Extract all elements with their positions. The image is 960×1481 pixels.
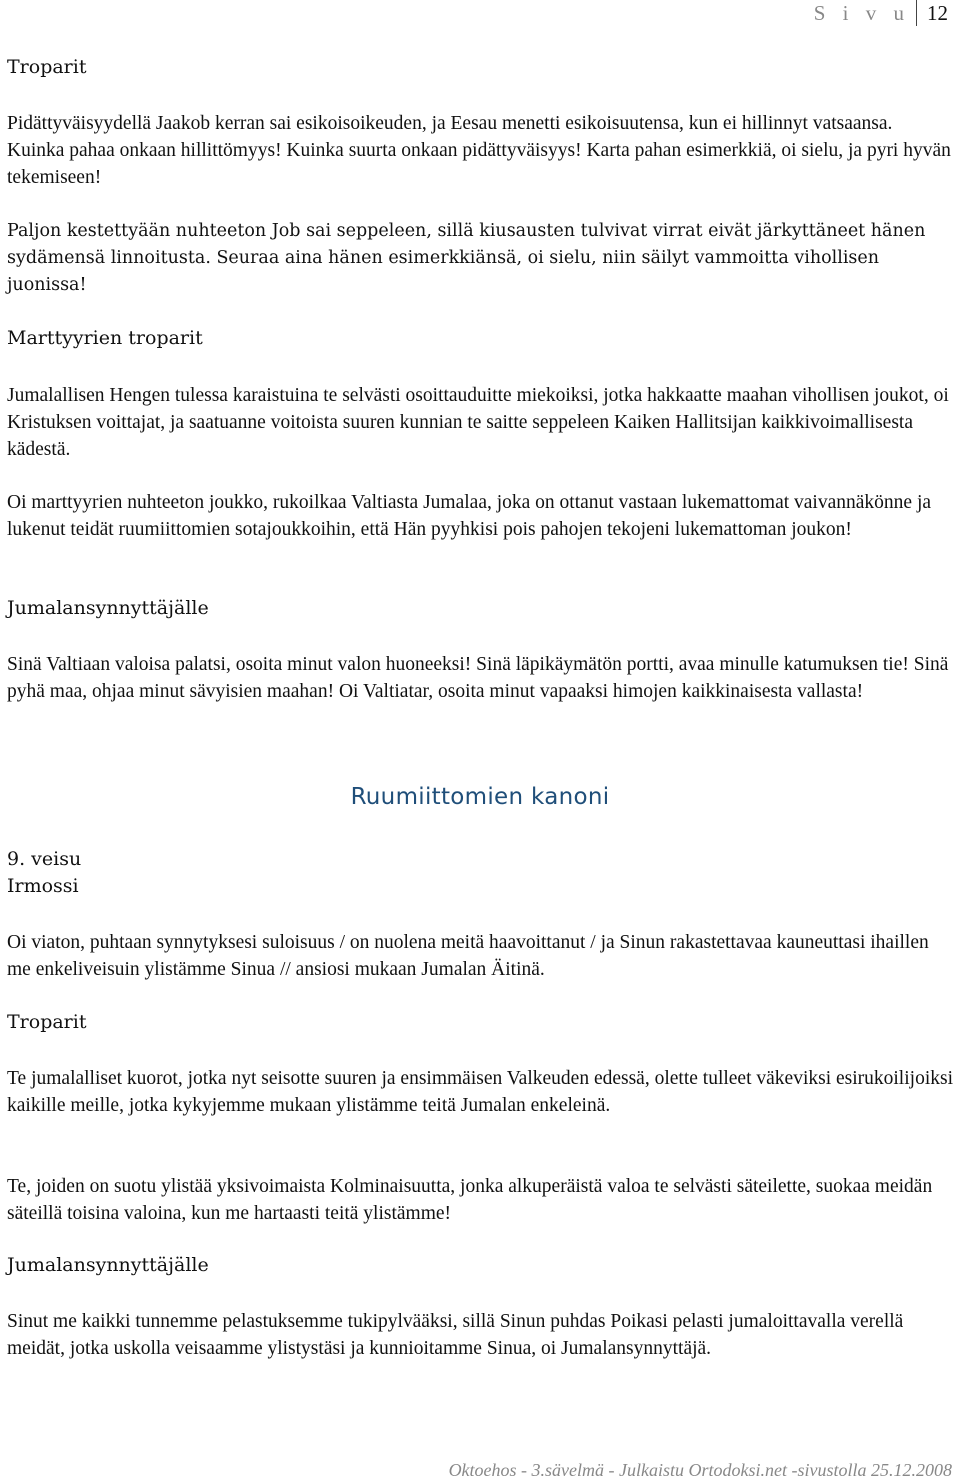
- heading-jumalansynnyttajalle: Jumalansynnyttäjälle: [7, 597, 209, 619]
- heading-jumalansynnyttajalle: Jumalansynnyttäjälle: [7, 1254, 209, 1276]
- heading-irmossi: Irmossi: [7, 875, 79, 897]
- page-header: [814, 0, 952, 26]
- paragraph: Oi viaton, puhtaan synnytyksesi suloisuus / on nuolena meitä haavoittanut / ja Sinun rakastettavaa kauneuttasi ihaillen me enkeliveisuin ylistämme Sinua // ansiosi mukaan Jumalan Äitinä.: [7, 932, 929, 980]
- heading-9-veisu: 9. veisu: [7, 848, 82, 870]
- page-footer: Oktoehos - 3.sävelmä - Julkaistu Ortodoksi.net -sivustolla 25.12.2008: [448, 1460, 952, 1480]
- heading-marttyyrien-troparit: Marttyyrien troparit: [7, 327, 203, 349]
- page-label: S i v u: [813, 1, 910, 25]
- paragraph: Te, joiden on suotu ylistää yksivoimaista Kolminaisuutta, jonka alkuperäistä valoa te selvästi säteilette, suokaa meidän säteillä toisina valoina, kun me hartaasti teitä ylistämme!: [7, 1176, 933, 1224]
- paragraph: Sinä Valtiaan valoisa palatsi, osoita minut valon huoneeksi! Sinä läpikäymätön portti, avaa minulle katumuksen tie! Sinä pyhä maa, ohjaa minut sävyisien maahan! Oi Valtiatar, osoita minut vapaaksi himojen kaikkinaisesta vallasta!: [7, 654, 949, 702]
- paragraph: Te jumalalliset kuorot, jotka nyt seisotte suuren ja ensimmäisen Valkeuden edessä, olette tulleet väkeviksi esirukoilijoiksi kaikille meille, jotka kykyjemme mukaan ylistämme teitä Jumalan enkeleinä.: [7, 1068, 953, 1116]
- paragraph: Jumalallisen Hengen tulessa karaistuina te selvästi osoittauduitte miekoiksi, jotka hakkaatte maahan vihollisen joukot, oi Kristuksen voittajat, ja saatuanne voitoista suuren kunnian te saitte seppeleen Kaiken Hallitsijan kaikkivoimallisesta kädestä.: [7, 385, 949, 460]
- paragraph: Pidättyväisyydellä Jaakob kerran sai esikoisoikeuden, ja Eesau menetti esikoisuutensa, kun ei hillinnyt vatsaansa. Kuinka pahaa onkaan hillittömyys! Kuinka suurta onkaan pidättyväisyys! Karta pahan esimerkkiä, oi sielu, ja pyri hyvän tekemiseen!: [7, 113, 951, 188]
- heading-troparit: Troparit: [7, 1011, 87, 1033]
- paragraph: Oi marttyyrien nuhteeton joukko, rukoilkaa Valtiasta Jumalaa, joka on ottanut vastaan lukemattomat vaivannäkönne ja lukenut teidät ruumiittomien sotajoukkoihin, että Hän pyyhkisi pois pahojen tekojeni lukemattoman joukon!: [7, 492, 932, 540]
- page-number: 12: [916, 0, 952, 26]
- heading-troparit: Troparit: [7, 56, 87, 78]
- section-title: Ruumiittomien kanoni: [350, 784, 610, 810]
- paragraph: Paljon kestettyään nuhteeton Job sai seppeleen, sillä kiusausten tulvivat virrat eivät järkyttäneet hänen sydämensä linnoitusta. Seuraa aina hänen esimerkkiänsä, oi sielu, niin säilyt vammoitta vihollisen juonissa!: [7, 221, 926, 295]
- paragraph: Sinut me kaikki tunnemme pelastuksemme tukipylvääksi, sillä Sinun puhdas Poikasi pelasti jumaloittavalla verellä meidät, jotka uskolla veisaamme ylistystäsi ja kunnioitamme Sinua, oi Jumalansynnyttäjä.: [7, 1311, 904, 1359]
